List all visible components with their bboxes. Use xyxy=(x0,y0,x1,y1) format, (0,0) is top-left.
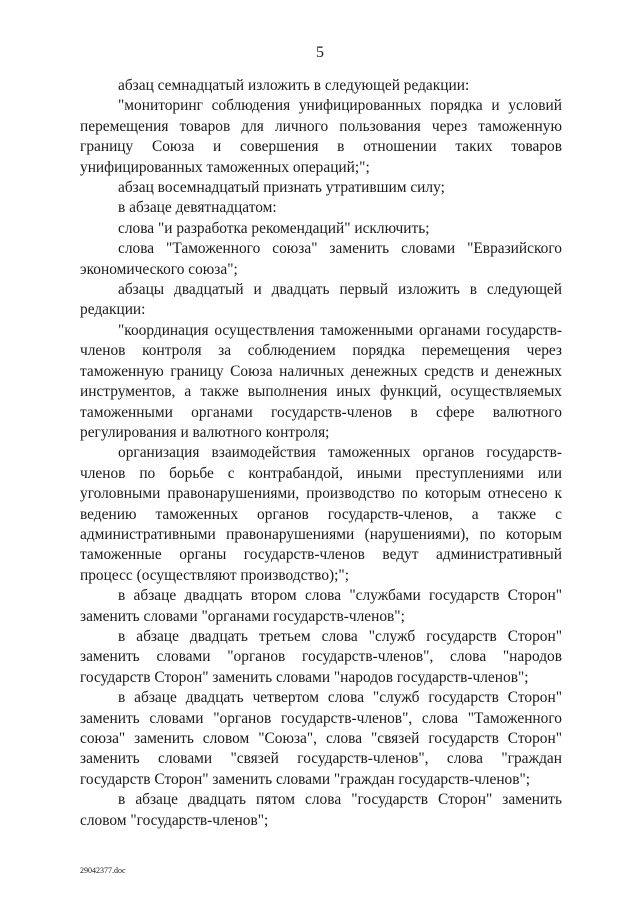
paragraph: в абзаце двадцать третьем слова "служб государств Сторон" заменить словами "органов государств-членов", слова "народов государств Сторон" заменить словами "народов государств-членов"; xyxy=(80,627,562,686)
paragraph: слова "и разработка рекомендаций" исключить; xyxy=(118,219,430,237)
document-body xyxy=(80,76,562,831)
paragraph: слова "Таможенного союза" заменить словами "Евразийского экономического союза"; xyxy=(80,240,562,278)
paragraph: в абзаце девятнадцатом: xyxy=(118,199,277,217)
paragraph: абзацы двадцатый и двадцать первый изложить в следующей редакции: xyxy=(80,281,562,319)
paragraph: "координация осуществления таможенными органами государств-членов контроля за соблюдением порядка перемещения через таможенную границу Союза наличных денежных средств и денежных инструментов, а также выполнения иных функций, осуществляемых таможенными органами государств-членов в сфере валютного регулирования и валютного контроля; xyxy=(80,321,562,441)
paragraph: абзац семнадцатый изложить в следующей редакции: xyxy=(118,77,470,94)
paragraph: в абзаце двадцать четвертом слова "служб государств Сторон" заменить словами "органов государств-членов", слова "Таможенного союза" заменить словом "Союза", слова "связей государств Сторон" заменить словами "связей государств-членов", слова "граждан государств Сторон" заменить словами "граждан государств-членов"; xyxy=(80,689,562,788)
paragraph: в абзаце двадцать втором слова "службами государств Сторон" заменить словами "органами государств-членов"; xyxy=(80,587,562,625)
paragraph: "мониторинг соблюдения унифицированных порядка и условий перемещения товаров для личного пользования через таможенную границу Союза и совершения в отношении таких товаров унифицированных таможенных операций;"; xyxy=(80,97,562,176)
file-name-footer: 29042377.doc xyxy=(80,866,126,875)
page-number: 5 xyxy=(316,44,324,61)
paragraph: абзац восемнадцатый признать утратившим силу; xyxy=(118,179,445,197)
paragraph: в абзаце двадцать пятом слова "государств Сторон" заменить словом "государств-членов"; xyxy=(80,791,562,829)
paragraph: организация взаимодействия таможенных органов государств-членов по борьбе с контрабандой, иными преступлениями или уголовными правонарушениями, производство по которым отнесено к ведению таможенных органов государств-членов, а также с административными правонарушениями (нарушениями), по которым таможенные органы государств-членов ведут административный процесс (осуществляют производство);"; xyxy=(80,444,562,584)
